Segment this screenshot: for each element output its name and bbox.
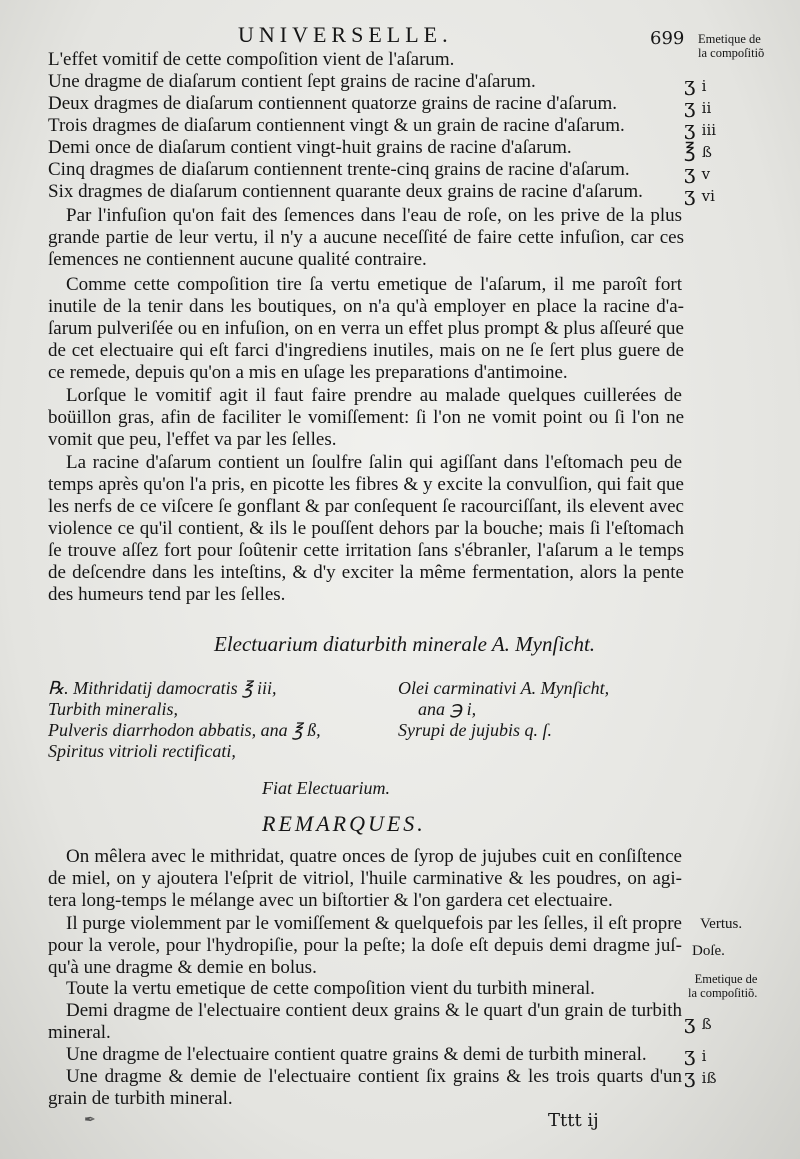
dose-number: i <box>701 77 707 95</box>
paragraph-emetique <box>48 274 684 384</box>
text-line: inutile de la tenir dans les boutiques, on n'a qu'à employer en place la racine d'a- <box>48 296 684 317</box>
margin-note-dose: Doſe. <box>692 943 725 959</box>
text-line: temps après qu'on l'a pris, en picotte les fibres & y excite la convulſion, qui fait que <box>48 474 684 495</box>
margin-note-line: Emetique de <box>698 32 761 46</box>
dose-number: ii <box>701 99 712 117</box>
text-line: Demi dragme de l'electuaire contient deux grains & le quart d'un grain de turbith <box>66 1000 682 1021</box>
remarques-paragraph-4 <box>48 1044 682 1066</box>
text-line: Toute la vertu emetique de cette compoſition vient du turbith mineral. <box>66 978 595 999</box>
margin-note-line: la compoſitiõ. <box>688 986 758 1000</box>
text-line: Lorſque le vomitif agit il faut faire prendre au malade quelques cuillerées de <box>66 385 682 406</box>
opening-line: Demi once de diaſarum contient vingt-huit grains de racine d'aſarum. <box>48 137 572 158</box>
recipe-heading: Electuarium diaturbith minerale A. Mynſicht. <box>214 632 596 656</box>
margin-note-line: la compoſitiõ <box>698 46 765 60</box>
dose-mark <box>684 72 706 96</box>
text-line: violence ce qu'il contient, & ils le pouſſent dehors par la bouche; mais ſi l'eſtomach <box>48 518 684 539</box>
margin-note-emetique <box>698 32 764 60</box>
dose-mark <box>684 1010 712 1034</box>
running-head-title: UNIVERSELLE. <box>238 22 453 47</box>
ingredient-line: Spiritus vitrioli rectificati, <box>48 741 236 761</box>
dram-symbol-icon: ʒ <box>684 72 696 96</box>
opening-line: Deux dragmes de diaſarum contiennent quatorze grains de racine d'aſarum. <box>48 93 617 114</box>
text-line: qu'à une dragme & demie en bolus. <box>48 957 317 978</box>
recipe-right-column <box>398 678 609 741</box>
dose-number: ß <box>701 143 712 161</box>
opening-line: Six dragmes de diaſarum contiennent quarante deux grains de racine d'aſarum. <box>48 181 643 202</box>
text-line: ſe trouve aſſez fort pour ſoûtenir cette irritation ſans s'ébranler, l'aſarum a le temps <box>48 540 684 561</box>
ounce-symbol-icon: ℥ <box>684 138 696 162</box>
pen-mark-icon: ✒ <box>84 1112 96 1128</box>
dose-number: ß <box>701 1015 712 1033</box>
ingredient-line: Turbith mineralis, <box>48 699 179 719</box>
text-line: La racine d'aſarum contient un ſoulfre ſalin qui agiſſant dans l'eſtomach peu de <box>66 452 682 473</box>
recipe-left-column <box>48 678 321 762</box>
remarques-paragraph-5 <box>48 1066 682 1110</box>
text-line: Il purge violemment par le vomiſſement & quelquefois par les ſelles, il eſt propre <box>66 913 682 934</box>
dram-symbol-icon: ʒ <box>684 1010 696 1034</box>
page-number: 699 <box>650 28 685 49</box>
text-line: de cet electuaire qui eſt farci d'ingrediens inutiles, mais on ne ſe ſert plus guere de <box>48 340 684 361</box>
ingredient-line: ℞. Mithridatij damocratis ℥ iii, <box>48 678 277 698</box>
text-line: Comme cette compoſition tire ſa vertu emetique de l'aſarum, il me paroît fort <box>66 274 682 295</box>
dose-mark <box>684 94 711 118</box>
dose-number: vi <box>701 187 715 205</box>
text-line: Une dragme de l'electuaire contient quatre grains & demi de turbith mineral. <box>66 1044 647 1065</box>
remarques-paragraph-1 <box>48 846 682 912</box>
remarques-heading: REMARQUES. <box>262 811 426 836</box>
dose-mark <box>684 1064 716 1088</box>
dose-mark <box>684 182 715 206</box>
opening-line: Cinq dragmes de diaſarum contiennent trente-cinq grains de racine d'aſarum. <box>48 159 630 180</box>
margin-note-line: Emetique de <box>694 972 758 986</box>
ingredient-line: Olei carminativi A. Mynſicht, <box>398 678 610 698</box>
dose-number: v <box>701 165 711 183</box>
paragraph-vomitif <box>48 385 684 451</box>
signature-mark: Tttt ij <box>548 1110 599 1131</box>
dram-symbol-icon: ʒ <box>684 1064 696 1088</box>
text-line: pour la verole, pour l'hydropiſie, pour la peſte; la doſe eſt depuis demi dragme juſ- <box>48 935 682 956</box>
paragraph-infusion <box>48 205 684 271</box>
text-line: tera long-temps le mélange avec un biſtortier & l'on gardera cet electuaire. <box>48 890 613 911</box>
dose-number: i <box>701 1047 707 1065</box>
fiat-line: Fiat Electuarium. <box>262 778 390 798</box>
margin-note-vertus: Vertus. <box>700 916 743 932</box>
remarques-paragraph-2 <box>48 913 682 979</box>
text-line: de deſcendre dans les inteſtins, & d'y exciter la même fermentation, alors la pente <box>48 562 684 583</box>
paragraph-racine <box>48 452 684 606</box>
dose-mark <box>684 1042 706 1066</box>
ingredient-line: Syrupi de jujubis q. ſ. <box>398 720 552 740</box>
text-line: mineral. <box>48 1022 111 1043</box>
text-line: Par l'infuſion qu'on fait des ſemences dans l'eau de roſe, on les prive de la plus <box>66 205 682 226</box>
dose-number: iß <box>701 1069 717 1087</box>
dose-mark <box>684 160 710 184</box>
text-line: grande partie de leur vertu, il n'y a aucune neceſſité de faire cette infuſion, car ces <box>48 227 684 248</box>
text-line: On mêlera avec le mithridat, quatre onces de ſyrop de jujubes cuit en conſiſtence <box>66 846 682 867</box>
ingredient-line: Pulveris diarrhodon abbatis, ana ℥ ß, <box>48 720 321 740</box>
dram-symbol-icon: ʒ <box>684 1042 696 1066</box>
text-line: grain de turbith mineral. <box>48 1088 233 1109</box>
dram-symbol-icon: ʒ <box>684 160 696 184</box>
ingredient-line: ana ℈ i, <box>418 699 477 719</box>
opening-line: L'effet vomitif de cette compoſition vient de l'aſarum. <box>48 49 455 70</box>
dose-mark <box>684 116 716 140</box>
dram-symbol-icon: ʒ <box>684 94 696 118</box>
margin-note-emetique-2 <box>688 972 757 1000</box>
remarques-paragraph-3 <box>48 978 682 1044</box>
text-line: ſemences ne contiennent aucune qualité contraire. <box>48 249 427 270</box>
opening-line: Trois dragmes de diaſarum contiennent vingt & un grain de racine d'aſarum. <box>48 115 625 136</box>
dram-symbol-icon: ʒ <box>684 182 696 206</box>
text-line: ce remede, depuis qu'on a mis en uſage les preparations d'antimoine. <box>48 362 568 383</box>
text-line: les nerfs de ce viſcere ſe gonflant & par conſequent ſe racourciſſant, ils elevent avec <box>48 496 684 517</box>
opening-line: Une dragme de diaſarum contient ſept grains de racine d'aſarum. <box>48 71 536 92</box>
text-line: de miel, on y ajoutera l'eſprit de vitriol, l'huile carminative & les poudres, on agi- <box>48 868 682 889</box>
text-line: des humeurs tend par les ſelles. <box>48 584 286 605</box>
text-line: Une dragme & demie de l'electuaire contient ſix grains & les trois quarts d'un <box>66 1066 682 1087</box>
text-line: ſarum pulveriſée ou en infuſion, on en verra un effet plus prompt & plus aſſeuré que <box>48 318 684 339</box>
text-line: vomit que peu, l'effet va par les ſelles. <box>48 429 337 450</box>
opening-list <box>48 49 668 203</box>
dose-mark <box>684 138 712 162</box>
text-line: boüillon gras, afin de faciliter le vomiſſement: ſi l'on ne vomit point ou ſi l'on ne <box>48 407 684 428</box>
dose-number: iii <box>701 121 717 139</box>
dram-symbol-icon: ʒ <box>684 116 696 140</box>
